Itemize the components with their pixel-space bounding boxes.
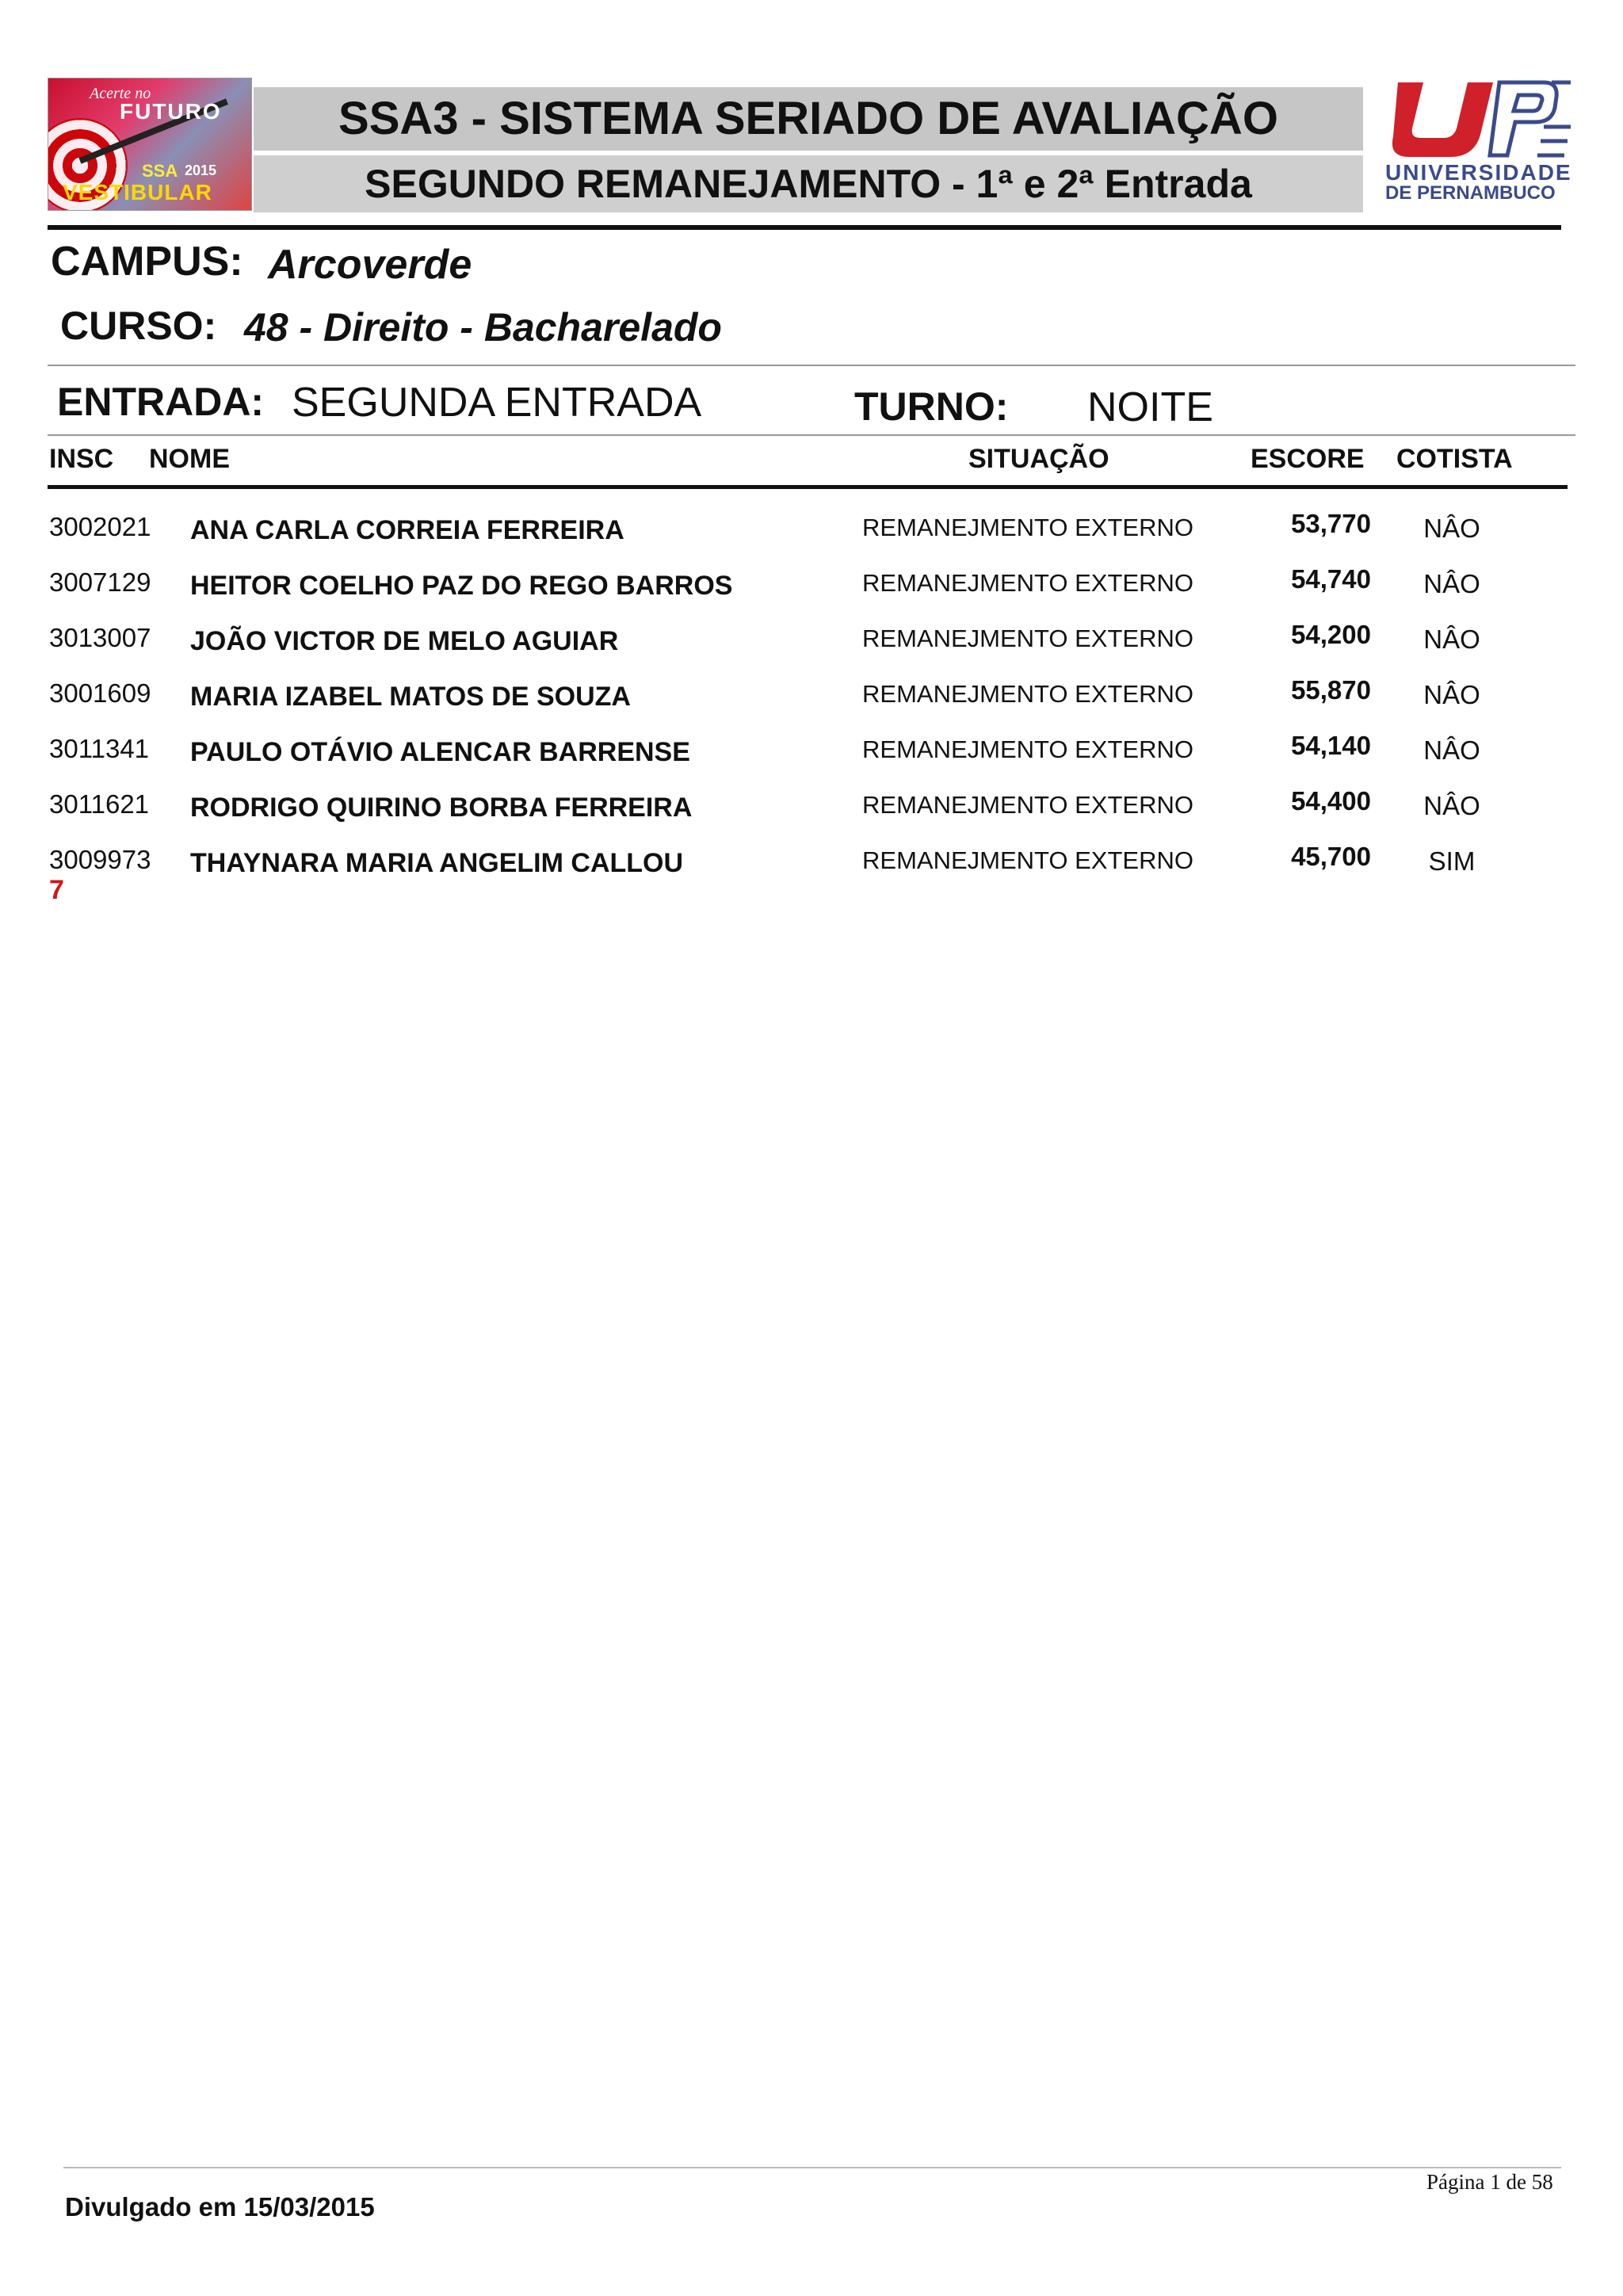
cell-cotista: NÂO bbox=[1423, 791, 1480, 820]
upe-logo bbox=[1381, 79, 1579, 206]
cell-escore: 45,700 bbox=[1291, 842, 1371, 871]
cell-insc: 3002021 bbox=[49, 512, 151, 541]
ssa-vestibular-logo bbox=[48, 78, 252, 211]
table-row bbox=[0, 842, 1623, 900]
upe-logo-text-pernambuco: DE PERNAMBUCO bbox=[1385, 182, 1556, 204]
logo-text-futuro: FUTURO bbox=[120, 99, 222, 124]
page-subtitle: SEGUNDO REMANEJAMENTO - 1ª e 2ª Entrada bbox=[254, 155, 1363, 212]
cell-insc: 3009973 bbox=[49, 845, 151, 874]
cell-nome: RODRIGO QUIRINO BORBA FERREIRA bbox=[190, 793, 693, 823]
cell-cotista: NÂO bbox=[1423, 514, 1480, 543]
curso-value: 48 - Direito - Bacharelado bbox=[244, 305, 722, 350]
cell-cotista: SIM bbox=[1428, 846, 1476, 876]
cell-cotista: NÂO bbox=[1423, 735, 1480, 765]
cell-insc: 3011621 bbox=[49, 789, 150, 819]
cell-escore: 54,140 bbox=[1291, 731, 1371, 760]
table-header-divider bbox=[48, 485, 1568, 489]
table-row bbox=[0, 675, 1623, 734]
header-divider bbox=[48, 225, 1561, 230]
cell-insc: 3011341 bbox=[49, 734, 150, 763]
turno-label: TURNO: bbox=[854, 384, 1009, 429]
upe-mark-icon bbox=[1388, 79, 1571, 159]
footer-divider bbox=[63, 2167, 1561, 2168]
table-row bbox=[0, 786, 1623, 845]
release-date: Divulgado em 15/03/2015 bbox=[65, 2192, 375, 2222]
cell-insc: 3007129 bbox=[49, 567, 151, 597]
page-number: Página 1 de 58 bbox=[1426, 2170, 1553, 2194]
cell-cotista: NÂO bbox=[1423, 569, 1480, 598]
cell-situacao: REMANEJMENTO EXTERNO bbox=[862, 846, 1193, 874]
turno-value: NOITE bbox=[1087, 384, 1213, 430]
cell-situacao: REMANEJMENTO EXTERNO bbox=[862, 791, 1193, 819]
cell-cotista: NÂO bbox=[1423, 625, 1480, 654]
entrada-value: SEGUNDA ENTRADA bbox=[292, 380, 702, 426]
campus-label: CAMPUS: bbox=[51, 239, 243, 285]
table-row bbox=[0, 620, 1623, 678]
page-title: SSA3 - SISTEMA SERIADO DE AVALIAÇÃO bbox=[254, 87, 1363, 151]
logo-text-ssa: SSA bbox=[142, 161, 178, 181]
cell-nome: MARIA IZABEL MATOS DE SOUZA bbox=[190, 682, 631, 712]
section-divider bbox=[48, 365, 1575, 366]
row-count: 7 bbox=[49, 875, 64, 905]
cell-insc: 3001609 bbox=[49, 678, 151, 708]
cell-situacao: REMANEJMENTO EXTERNO bbox=[862, 569, 1193, 597]
column-header-escore: ESCORE bbox=[1251, 444, 1365, 474]
cell-insc: 3013007 bbox=[49, 623, 151, 652]
table-row bbox=[0, 509, 1623, 567]
cell-nome: THAYNARA MARIA ANGELIM CALLOU bbox=[190, 848, 684, 878]
cell-situacao: REMANEJMENTO EXTERNO bbox=[862, 735, 1193, 763]
column-header-nome: NOME bbox=[149, 444, 230, 474]
column-header-cotista: COTISTA bbox=[1396, 444, 1513, 474]
cell-escore: 54,400 bbox=[1291, 786, 1371, 816]
cell-situacao: REMANEJMENTO EXTERNO bbox=[862, 680, 1193, 708]
entrada-label: ENTRADA: bbox=[57, 380, 265, 424]
cell-cotista: NÂO bbox=[1423, 680, 1480, 709]
cell-escore: 53,770 bbox=[1291, 509, 1371, 538]
cell-escore: 55,870 bbox=[1291, 675, 1371, 705]
cell-nome: PAULO OTÁVIO ALENCAR BARRENSE bbox=[190, 737, 690, 767]
table-row bbox=[0, 731, 1623, 789]
cell-escore: 54,740 bbox=[1291, 564, 1371, 594]
logo-text-acerte: Acerte no bbox=[90, 85, 151, 102]
cell-nome: ANA CARLA CORREIA FERREIRA bbox=[190, 515, 624, 545]
upe-logo-text-universidade: UNIVERSIDADE bbox=[1385, 160, 1572, 185]
column-header-situacao: SITUAÇÃO bbox=[968, 444, 1109, 474]
cell-situacao: REMANEJMENTO EXTERNO bbox=[862, 514, 1193, 541]
cell-nome: JOÃO VICTOR DE MELO AGUIAR bbox=[190, 626, 619, 656]
cell-situacao: REMANEJMENTO EXTERNO bbox=[862, 625, 1193, 652]
logo-text-year: 2015 bbox=[185, 162, 217, 178]
column-header-insc: INSC bbox=[49, 444, 114, 474]
campus-value: Arcoverde bbox=[268, 242, 472, 288]
cell-nome: HEITOR COELHO PAZ DO REGO BARROS bbox=[190, 571, 733, 601]
logo-text-vestibular: VESTIBULAR bbox=[63, 180, 212, 204]
curso-label: CURSO: bbox=[60, 304, 217, 348]
cell-escore: 54,200 bbox=[1291, 620, 1371, 649]
table-row bbox=[0, 564, 1623, 623]
section-divider bbox=[48, 434, 1575, 436]
